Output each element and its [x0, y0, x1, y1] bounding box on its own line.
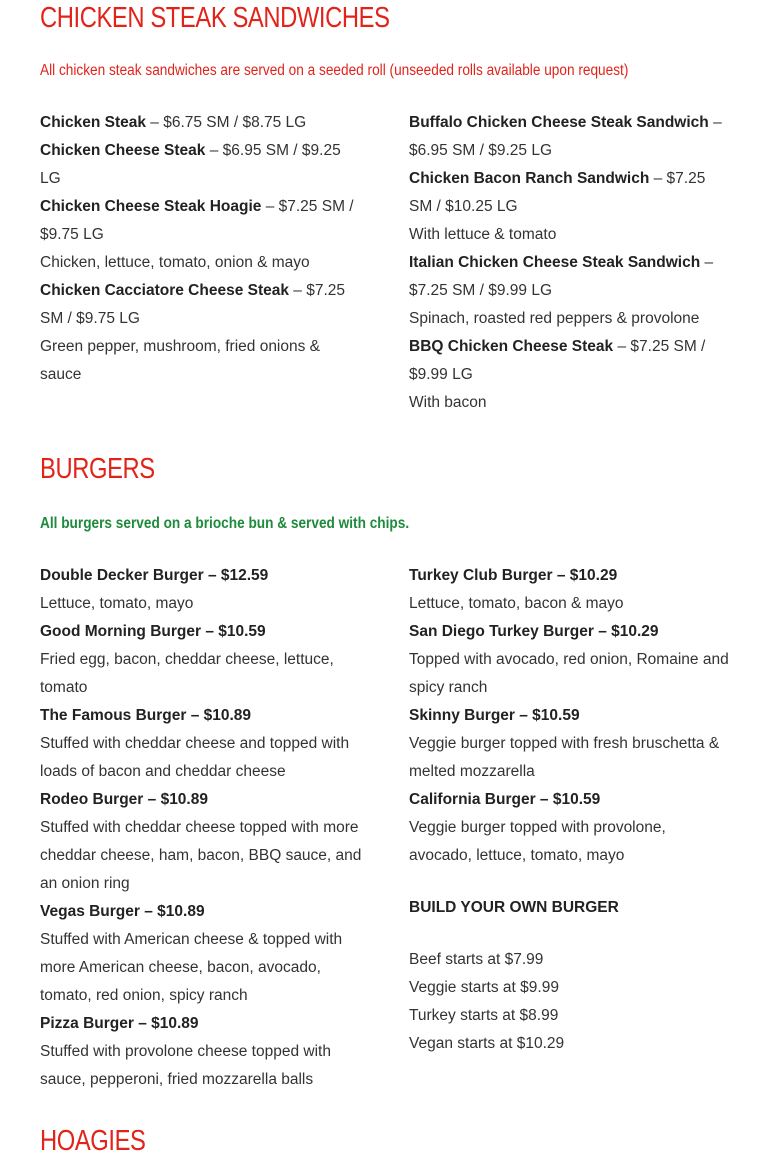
burgers-section-note: All burgers served on a brioche bun & served with chips. — [40, 515, 410, 532]
item-description: Topped with avocado, red onion, Romaine and spicy ranch — [409, 651, 729, 696]
item-name: BBQ Chicken Cheese Steak — [409, 338, 614, 355]
chicken-section-title: CHICKEN STEAK SANDWICHES — [40, 2, 390, 34]
item-description: Spinach, roasted red peppers & provolone — [409, 310, 700, 327]
item-name: Chicken Bacon Ranch Sandwich — [409, 170, 650, 187]
menu-item — [40, 277, 362, 333]
chicken-section-note: All chicken steak sandwiches are served on a seeded roll (unseeded rolls available upon request) — [40, 62, 629, 79]
item-name: Good Morning Burger – $10.59 — [40, 623, 266, 640]
menu-item — [409, 702, 731, 730]
build-option: Veggie starts at $9.99 — [409, 979, 559, 996]
item-description: Stuffed with cheddar cheese and topped with loads of bacon and cheddar cheese — [40, 735, 350, 780]
item-name: Vegas Burger – $10.89 — [40, 903, 205, 920]
menu-item — [409, 109, 731, 165]
menu-item — [409, 165, 731, 221]
item-name: Italian Chicken Cheese Steak Sandwich — [409, 254, 701, 271]
chicken-left-column — [40, 109, 362, 389]
build-option: Vegan starts at $10.29 — [409, 1035, 565, 1052]
item-name: Pizza Burger – $10.89 — [40, 1015, 199, 1032]
item-price: – $7.25 SM / $9.99 LG — [409, 338, 706, 383]
item-description: Veggie burger topped with fresh bruschetta & melted mozzarella — [409, 735, 720, 780]
item-name: Double Decker Burger – $12.59 — [40, 567, 269, 584]
item-price: – $7.25 SM / $9.99 LG — [409, 254, 714, 299]
item-description: Veggie burger topped with provolone, avocado, lettuce, tomato, mayo — [409, 819, 666, 864]
menu-item — [40, 562, 362, 590]
menu-item — [409, 786, 731, 814]
item-price: – $6.95 SM / $9.25 LG — [40, 142, 341, 187]
menu-item — [40, 1010, 362, 1038]
item-description: Green pepper, mushroom, fried onions & sauce — [40, 338, 321, 383]
item-name: Chicken Cheese Steak — [40, 142, 206, 159]
item-price: – $7.25 SM / $9.75 LG — [40, 282, 346, 327]
item-description: Stuffed with cheddar cheese topped with more cheddar cheese, ham, bacon, BBQ sauce, and an onion ring — [40, 819, 362, 892]
item-name: The Famous Burger – $10.89 — [40, 707, 252, 724]
menu-item — [40, 786, 362, 814]
menu-item — [409, 333, 731, 389]
item-description: Lettuce, tomato, mayo — [40, 595, 194, 612]
item-description: Chicken, lettuce, tomato, onion & mayo — [40, 254, 310, 271]
item-name: Rodeo Burger – $10.89 — [40, 791, 208, 808]
item-name: Chicken Steak — [40, 114, 146, 131]
item-description: Lettuce, tomato, bacon & mayo — [409, 595, 624, 612]
item-description: Stuffed with provolone cheese topped with sauce, pepperoni, fried mozzarella balls — [40, 1043, 331, 1088]
item-description: With lettuce & tomato — [409, 226, 557, 243]
menu-item — [40, 618, 362, 646]
burgers-section-title: BURGERS — [40, 453, 155, 485]
menu-item — [409, 249, 731, 305]
build-option: Turkey starts at $8.99 — [409, 1007, 559, 1024]
item-name: California Burger – $10.59 — [409, 791, 601, 808]
item-name: Chicken Cheese Steak Hoagie — [40, 198, 262, 215]
item-description: Stuffed with American cheese & topped with more American cheese, bacon, avocado, tomato, red onion, spicy ranch — [40, 931, 343, 1004]
menu-item — [40, 109, 362, 137]
item-name: Turkey Club Burger – $10.29 — [409, 567, 618, 584]
chicken-right-column — [409, 109, 731, 417]
item-name: Chicken Cacciatore Cheese Steak — [40, 282, 289, 299]
item-price: – $6.75 SM / $8.75 LG — [145, 114, 307, 131]
item-name: Skinny Burger – $10.59 — [409, 707, 580, 724]
menu-item — [409, 618, 731, 646]
item-price: – $6.95 SM / $9.25 LG — [409, 114, 722, 159]
item-price: – $7.25 SM / $9.75 LG — [40, 198, 354, 243]
hoagies-section-title: HOAGIES — [40, 1125, 146, 1157]
item-description: Fried egg, bacon, cheddar cheese, lettuce, tomato — [40, 651, 334, 696]
burgers-right-column — [409, 562, 731, 1058]
item-description: With bacon — [409, 394, 487, 411]
menu-item — [40, 702, 362, 730]
item-name: Buffalo Chicken Cheese Steak Sandwich — [409, 114, 709, 131]
item-price: – $7.25 SM / $10.25 LG — [409, 170, 706, 215]
burgers-left-column — [40, 562, 362, 1094]
menu-item — [40, 898, 362, 926]
build-your-own-title: BUILD YOUR OWN BURGER — [409, 899, 619, 916]
item-name: San Diego Turkey Burger – $10.29 — [409, 623, 659, 640]
menu-item — [40, 137, 362, 193]
menu-item — [409, 562, 731, 590]
build-option: Beef starts at $7.99 — [409, 951, 544, 968]
menu-item — [40, 193, 362, 249]
